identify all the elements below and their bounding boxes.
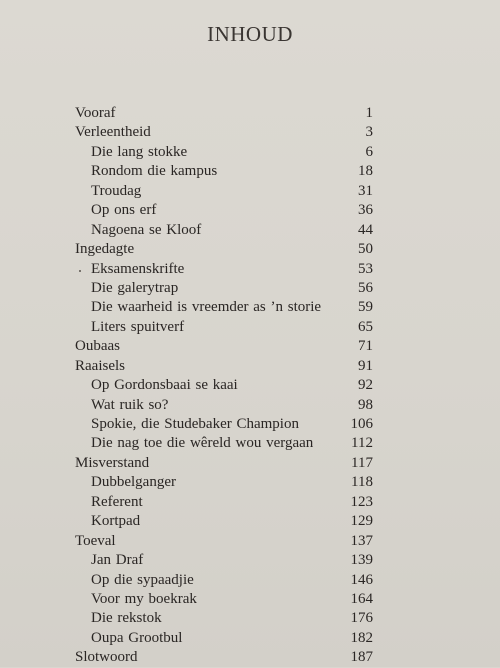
toc-entry-title: Troudag <box>91 182 142 199</box>
toc-entry-title: Oupa Grootbul <box>91 629 183 646</box>
toc-entry-title: Liters spuitverf <box>91 318 185 335</box>
toc-subsection <box>0 609 500 628</box>
toc-entry-title: Die waarheid is vreemder as ’n storie <box>91 299 322 316</box>
toc-page-number: 112 <box>351 435 373 452</box>
toc-entry-title: Die rekstok <box>91 610 162 627</box>
toc-page-number: 91 <box>358 357 373 374</box>
toc-entry-title: Wat ruik so? <box>91 396 169 413</box>
toc-section <box>0 357 500 376</box>
toc-subsection <box>0 396 500 415</box>
toc-subsection <box>0 571 500 590</box>
toc-page-number: 139 <box>350 552 373 569</box>
toc-subsection <box>0 376 500 395</box>
toc-page-number: 106 <box>350 416 373 432</box>
toc-subsection <box>0 629 500 648</box>
toc-entry-title: Rondom die kampus <box>91 163 218 180</box>
toc-page-number: 3 <box>365 124 373 141</box>
toc-section <box>0 240 500 259</box>
toc-subsection <box>0 434 500 453</box>
toc-page-number: 182 <box>350 629 373 646</box>
toc-subsection <box>0 279 500 298</box>
toc-page-number: 164 <box>350 590 373 607</box>
page-title: INHOUD <box>207 22 293 46</box>
toc-page-number: 71 <box>358 338 373 355</box>
toc-section <box>0 454 500 473</box>
toc-page-number: 117 <box>351 454 373 471</box>
toc-entry-title: Toeval <box>75 532 116 549</box>
toc-subsection <box>0 298 500 317</box>
toc-subsection <box>0 143 500 162</box>
toc-page-number: 1 <box>365 105 373 121</box>
toc-page-number: 146 <box>350 571 373 588</box>
toc-subsection <box>0 201 500 220</box>
toc-entry-title: Referent <box>91 493 143 510</box>
toc-page-number: 36 <box>358 202 373 219</box>
toc-entry-title: Op die sypaadjie <box>91 571 194 588</box>
toc-entry-title: Misverstand <box>75 454 150 471</box>
toc-page-number: 176 <box>350 610 373 627</box>
toc-page-number: 44 <box>358 221 373 238</box>
toc-page-number: 92 <box>358 377 373 394</box>
toc-page-number: 129 <box>350 513 373 530</box>
toc-subsection <box>0 512 500 531</box>
toc-subsection <box>0 221 500 240</box>
toc-page-number: 53 <box>358 260 373 277</box>
toc-entry-title: Op Gordonsbaai se kaai <box>91 377 238 394</box>
toc-subsection <box>0 493 500 512</box>
toc-subsection <box>0 590 500 609</box>
toc-entry-title: Spokie, die Studebaker Champion <box>91 416 299 432</box>
toc-entry-title: Voor my boekrak <box>91 590 197 607</box>
toc-page-number: 59 <box>358 299 373 316</box>
toc-section <box>0 104 500 123</box>
toc-entry-title: Raaisels <box>75 357 125 374</box>
print-speck <box>79 270 81 272</box>
toc-entry-title: Die lang stokke <box>91 143 188 160</box>
toc-subsection <box>0 473 500 492</box>
table-of-contents <box>0 104 500 668</box>
toc-section <box>0 532 500 551</box>
toc-entry-title: Oubaas <box>75 338 120 355</box>
toc-entry-title: Vooraf <box>75 105 116 121</box>
toc-entry-title: Die galerytrap <box>91 279 179 296</box>
toc-subsection <box>0 162 500 181</box>
toc-section <box>0 648 500 667</box>
toc-entry-title: Die nag toe die wêreld wou vergaan <box>91 435 314 452</box>
toc-subsection <box>0 318 500 337</box>
toc-page-number: 6 <box>365 143 373 160</box>
toc-entry-title: Dubbelganger <box>91 474 176 491</box>
toc-page-number: 118 <box>351 474 373 491</box>
toc-page-number: 98 <box>358 396 373 413</box>
toc-page-number: 56 <box>358 279 373 296</box>
toc-entry-title: Verleentheid <box>75 124 151 141</box>
toc-entry-title: Ingedagte <box>75 241 135 258</box>
toc-page-number: 65 <box>358 318 373 335</box>
toc-subsection <box>0 182 500 201</box>
toc-entry-title: Op ons erf <box>91 202 157 219</box>
toc-section <box>0 123 500 142</box>
toc-subsection <box>0 260 500 279</box>
toc-page-number: 137 <box>350 532 373 549</box>
toc-page-number: 187 <box>350 649 373 666</box>
toc-section <box>0 337 500 356</box>
toc-page-number: 123 <box>350 493 373 510</box>
toc-entry-title: Eksamenskrifte <box>91 260 185 277</box>
toc-subsection <box>0 551 500 570</box>
toc-page-number: 18 <box>358 163 373 180</box>
toc-entry-title: Nagoena se Kloof <box>91 221 202 238</box>
toc-entry-title: Jan Draf <box>91 552 144 569</box>
toc-page-number: 31 <box>358 182 373 199</box>
toc-page-number: 50 <box>358 241 373 258</box>
toc-subsection <box>0 415 500 434</box>
toc-entry-title: Kortpad <box>91 513 141 530</box>
toc-entry-title: Slotwoord <box>75 649 138 666</box>
